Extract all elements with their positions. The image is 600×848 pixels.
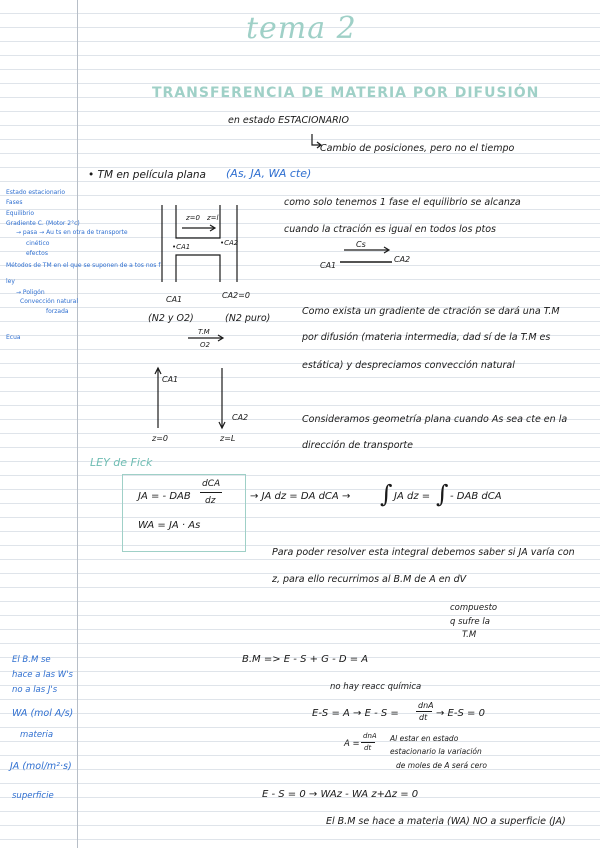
film-ca1-bottom: CA1 bbox=[166, 295, 183, 304]
gases-right: (N2 puro) bbox=[225, 313, 271, 324]
arrow-eq: → JA dz = DA dCA → bbox=[250, 491, 351, 502]
superficie-label: superficie bbox=[12, 791, 54, 801]
profile-ca1: CA1 bbox=[162, 375, 179, 384]
sidebar-note: Fases bbox=[6, 199, 23, 206]
o2-label: O2 bbox=[200, 341, 210, 349]
geometry-line1: Consideramos geometría plana cuando As sea cte en la bbox=[302, 414, 568, 425]
balance-eq-end: → E-S = 0 bbox=[436, 708, 485, 719]
segment-ca2: CA2 bbox=[394, 255, 411, 264]
sidebar-note: Convección natural bbox=[20, 298, 78, 305]
balance-eq-a: E-S = A → E - S = bbox=[312, 708, 399, 719]
fraction-bar bbox=[200, 492, 222, 493]
bullet-label: TM en película plana bbox=[97, 169, 206, 181]
integral-sign: ∫ bbox=[436, 480, 449, 508]
film-z0-label: z=0 bbox=[186, 214, 200, 222]
estado-line2: estacionario la variación bbox=[390, 747, 482, 756]
sidebar-note: → Poligón bbox=[16, 289, 45, 296]
no-reaction: no hay reacc química bbox=[330, 682, 422, 692]
note-sufre: q sufre la bbox=[450, 617, 490, 627]
gases-left: (N2 y O2) bbox=[148, 313, 194, 324]
fick-box bbox=[122, 474, 246, 552]
sidebar-note: Métodos de TM en el que se suponen de a tos nos f bbox=[6, 262, 161, 269]
estado-line3: de moles de A será cero bbox=[396, 761, 487, 770]
integral-sign: ∫ bbox=[380, 480, 393, 508]
ja-units: JA (mol/m²·s) bbox=[10, 761, 72, 772]
tm-label: T.M bbox=[198, 328, 210, 336]
fick-eq1-den: dz bbox=[205, 496, 216, 506]
sidebar-note: forzada bbox=[46, 308, 69, 315]
fick-eq2: WA = JA · As bbox=[138, 520, 201, 531]
fick-heading: LEY de Fick bbox=[90, 456, 153, 469]
intro-state: en estado ESTACIONARIO bbox=[228, 115, 349, 126]
geometry-line2: dirección de transporte bbox=[302, 440, 413, 451]
intro-arrow-note: Cambio de posiciones, pero no el tiempo bbox=[320, 143, 515, 154]
para-line3: estática) y despreciamos convección natural bbox=[302, 360, 515, 371]
estado-line1: Al estar en estado bbox=[390, 734, 459, 743]
segment-cs: Cs bbox=[356, 240, 366, 249]
film-channel-bottom bbox=[176, 255, 220, 282]
dna-label-2: dnA bbox=[363, 732, 377, 740]
sidebar-note: Gradiente C. (Motor 2°c) bbox=[6, 220, 80, 227]
sidebar-note: Equilibrio bbox=[6, 210, 35, 217]
fick-eq1-num: dCA bbox=[202, 479, 221, 489]
sidebar-note: cinético bbox=[26, 240, 50, 247]
segment-ca1: CA1 bbox=[320, 261, 337, 270]
dt-label-2: dt bbox=[364, 744, 372, 752]
film-ca2: •CA2 bbox=[220, 239, 239, 247]
sidebar-note: Ecua bbox=[6, 334, 21, 341]
materia-label: materia bbox=[20, 730, 54, 740]
profile-ca2: CA2 bbox=[232, 413, 249, 422]
fick-eq1-lhs: JA = - DAB bbox=[138, 491, 191, 502]
sidebar-note: → pasa → Au ts en otra de transporte bbox=[16, 229, 128, 236]
solve-line1: Para poder resolver esta integral debemos saber si JA varía con bbox=[272, 547, 575, 558]
para-line1: Como exista un gradiente de ctración se dará una T.M bbox=[302, 306, 560, 317]
arrow-eq-text: JA dz = DA dCA bbox=[261, 491, 339, 502]
wa-units: WA (mol A/s) bbox=[12, 708, 74, 719]
flux-equation: E - S = 0 → WAz - WA z+Δz = 0 bbox=[262, 789, 419, 800]
page-subtitle: TRANSFERENCIA DE MATERIA POR DIFUSIÓN bbox=[152, 85, 540, 101]
profile-z0: z=0 bbox=[152, 434, 168, 443]
left-box-line3: no a las J's bbox=[12, 685, 58, 695]
solve-line2: z, para ello recurrimos al B.M de A en dV bbox=[272, 574, 467, 585]
film-ca2-bottom: CA2=0 bbox=[222, 291, 250, 300]
dna-label: dnA bbox=[418, 701, 434, 710]
fraction-bar bbox=[361, 742, 375, 743]
film-zl-label: z=l bbox=[207, 214, 219, 222]
note-compuesto: compuesto bbox=[450, 603, 498, 613]
right-note-line1: como solo tenemos 1 fase el equilibrio se alcanza bbox=[284, 197, 521, 208]
profile-zl: z=L bbox=[220, 434, 236, 443]
film-ca1: •CA1 bbox=[172, 243, 191, 251]
bullet-params: (As, JA, WA cte) bbox=[226, 167, 312, 180]
integral-lhs: JA dz = bbox=[394, 491, 431, 502]
right-note-line2: cuando la ctración es igual en todos los ptos bbox=[284, 224, 496, 235]
bm-equation: B.M => E - S + G - D = A bbox=[242, 654, 369, 665]
dt-label: dt bbox=[419, 713, 428, 722]
sidebar-note: Estado estacionario bbox=[6, 189, 66, 196]
bullet-text: • TM en película plana bbox=[88, 169, 206, 181]
sidebar-note: efectos bbox=[26, 250, 48, 257]
left-box-line1: El B.M se bbox=[12, 655, 51, 665]
a-eq: A = bbox=[344, 739, 360, 749]
sidebar-note: ley bbox=[6, 278, 15, 285]
integral-rhs: - DAB dCA bbox=[450, 491, 502, 502]
final-statement: El B.M se hace a materia (WA) NO a superficie (JA) bbox=[326, 816, 566, 827]
left-box-line2: hace a las W's bbox=[12, 670, 73, 680]
para-line2: por difusión (materia intermedia, dad sí de la T.M es bbox=[302, 332, 551, 343]
fraction-bar bbox=[416, 711, 432, 712]
note-tm: T.M bbox=[462, 630, 477, 640]
page-title: tema 2 bbox=[246, 11, 357, 46]
